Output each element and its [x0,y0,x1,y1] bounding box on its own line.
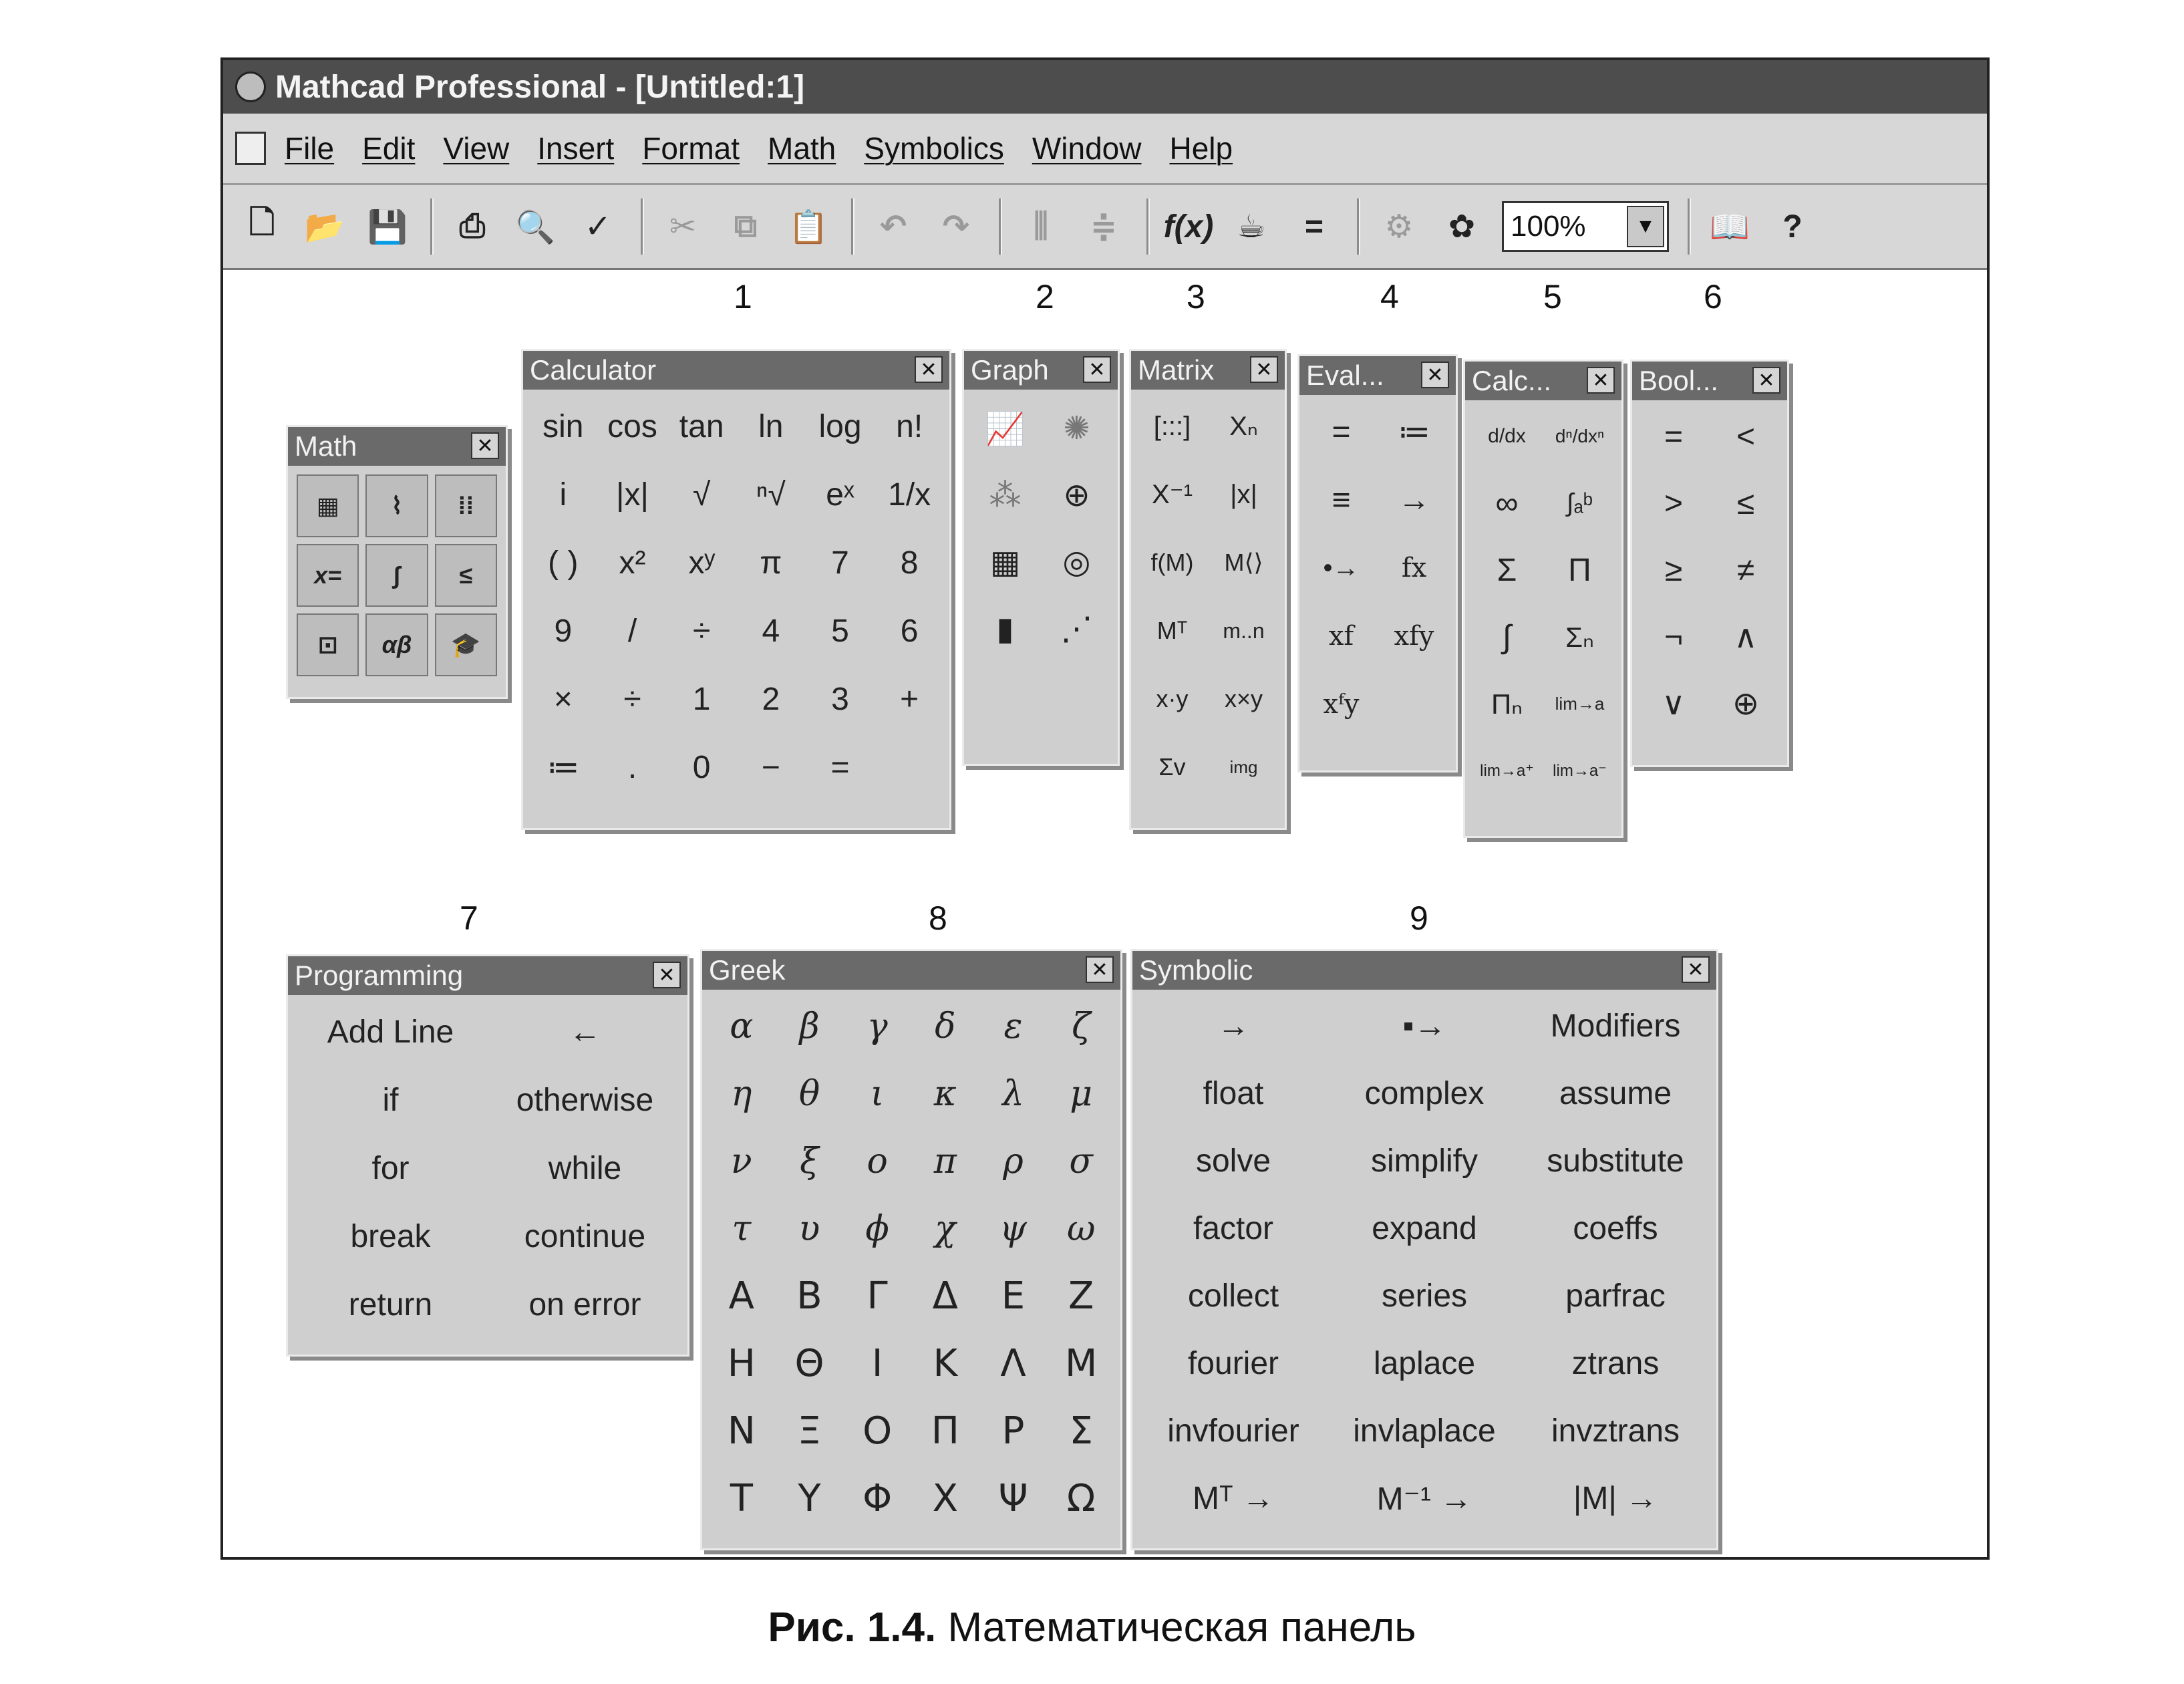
symbolic-key[interactable]: → [1217,1008,1249,1044]
transpose-button[interactable]: Mᵀ → [1192,1481,1275,1516]
matrix-key[interactable]: f(M) [1150,549,1194,576]
document-icon[interactable] [235,132,266,165]
panel-number-4: 4 [1380,278,1399,315]
calc-key[interactable]: ln [758,408,784,444]
programming-key[interactable]: return [348,1286,433,1322]
toolbar-separator [1146,198,1150,255]
greek-letter[interactable]: Κ [933,1342,958,1385]
calculus-key[interactable]: Πₙ [1491,688,1523,720]
greek-letter[interactable]: Π [931,1409,959,1453]
close-icon[interactable]: ✕ [1250,356,1278,383]
calc-key[interactable]: sin [542,408,584,444]
calculus-key[interactable]: dⁿ/dxⁿ [1555,426,1605,446]
calculus-key[interactable]: Σₙ [1565,621,1594,653]
calc-key[interactable]: 6 [900,613,919,649]
matrix-key[interactable]: |x| [1230,479,1257,509]
programming-key[interactable]: for [371,1150,410,1186]
float-button[interactable]: float [1203,1076,1264,1111]
greek-letter[interactable]: Ζ [1068,1274,1094,1318]
greek-letter[interactable]: Δ [932,1274,958,1318]
3d-bar-plot-icon[interactable]: ▦ [989,545,1021,580]
factor-button[interactable]: factor [1193,1211,1274,1246]
boolean-key[interactable]: ≥ [1664,552,1683,588]
programming-key[interactable]: on error [528,1286,641,1322]
insert-component-icon[interactable]: ⚙ [1384,209,1414,245]
greek-letter[interactable]: Ρ [1001,1409,1025,1453]
greek-letter[interactable]: Τ [730,1477,753,1520]
greek-letter[interactable]: Ο [863,1409,893,1453]
calculus-key[interactable]: lim→a [1555,693,1605,714]
app-icon[interactable] [235,72,266,102]
boolean-titlebar [1632,362,1787,400]
zoom-value: 100% [1511,210,1586,243]
matrix-key[interactable]: Xₙ [1229,412,1258,441]
cut-icon[interactable]: ✂ [669,209,697,245]
greek-letter[interactable]: ο [867,1141,888,1181]
calc-key[interactable]: ( ) [548,545,579,581]
calculus-key[interactable]: Σ [1497,552,1517,588]
calc-key[interactable]: 1 [692,681,711,717]
calc-key[interactable]: − [761,749,780,785]
surface-plot-icon[interactable]: ⁂ [989,478,1022,513]
zoom-select[interactable] [1502,201,1669,252]
standard-toolbar [223,185,1987,270]
greek-letter[interactable]: ζ [1072,1006,1091,1046]
coeffs-button[interactable]: coeffs [1573,1211,1658,1246]
xy-plot-icon[interactable]: 📈 [985,411,1026,447]
invfourier-button[interactable]: invfourier [1167,1413,1299,1449]
greek-letter[interactable]: Μ [1064,1342,1098,1385]
complex-button[interactable]: complex [1364,1076,1485,1111]
greek-letter[interactable]: β [799,1006,820,1046]
calc-key[interactable]: log [818,408,862,444]
greek-letter[interactable]: Φ [863,1477,893,1520]
close-icon[interactable]: ✕ [1682,956,1710,983]
matrix-key[interactable]: Mᵀ [1156,617,1188,644]
spell-check-icon[interactable]: ✓ [584,209,612,245]
calc-key[interactable]: x² [619,545,646,581]
programming-toolbar [286,954,689,1357]
boolean-key[interactable]: = [1664,418,1684,454]
math-toolbar-title: Math [295,430,357,462]
series-button[interactable]: series [1381,1278,1468,1314]
align-down-icon[interactable]: ≑ [1090,209,1118,245]
programming-key[interactable]: while [548,1150,622,1186]
greek-letter[interactable]: α [730,1006,754,1046]
evaluation-title: Eval... [1306,360,1384,391]
calculus-toolbar [1463,360,1623,838]
inverse-button[interactable]: M⁻¹ → [1376,1481,1472,1517]
menu-bar [223,114,1987,185]
graph-titlebar [964,351,1118,390]
calc-key[interactable]: 9 [554,613,573,649]
panel-number-5: 5 [1543,278,1562,315]
calc-key[interactable]: ÷ [623,681,641,717]
insert-unit-icon[interactable]: ☕ [1237,209,1266,245]
menu-view[interactable]: View [443,131,510,166]
evaluation-icon[interactable]: x= [297,544,359,607]
bar-plot-icon[interactable]: ▮ [996,611,1014,647]
matrix-key[interactable]: m..n [1223,618,1265,643]
calc-key[interactable]: 4 [762,613,780,649]
greek-letter[interactable]: ε [1003,1006,1023,1046]
boolean-key[interactable]: < [1736,418,1756,454]
calc-key[interactable]: xʸ [688,545,715,581]
symbolic-toolbar [1130,949,1718,1550]
expand-button[interactable]: expand [1372,1211,1477,1246]
title-bar [223,60,1987,114]
greek-letter[interactable]: τ [732,1208,752,1249]
menu-window[interactable]: Window [1032,131,1142,166]
save-icon[interactable]: 💾 [367,209,408,245]
calc-key[interactable]: / [627,613,637,649]
greek-letter[interactable]: θ [798,1073,820,1114]
menu-symbolics[interactable]: Symbolics [864,131,1004,166]
greek-letter[interactable]: π [933,1141,957,1181]
close-icon[interactable]: ✕ [1752,367,1780,394]
greek-letter[interactable]: ι [870,1073,885,1114]
toolbar-separator [1357,198,1360,255]
toolbar-separator [851,198,854,255]
math-toolbar [286,425,508,699]
boolean-key[interactable]: ¬ [1664,619,1684,655]
book-icon[interactable]: 📖 [1710,209,1750,245]
calculator-title: Calculator [530,354,657,386]
help-icon[interactable]: ? [1782,208,1803,245]
greek-letter[interactable]: ψ [999,1208,1027,1249]
greek-letter[interactable]: μ [1070,1073,1093,1114]
calculate-icon[interactable]: = [1304,208,1324,245]
toolbar-separator [999,198,1002,255]
panel-number-3: 3 [1187,278,1205,315]
calc-key[interactable]: √ [692,476,711,513]
modifiers-button[interactable]: Modifiers [1550,1008,1681,1044]
greek-letter[interactable]: υ [798,1208,820,1249]
greek-title: Greek [709,954,786,986]
insert-function-icon[interactable]: f(x) [1163,208,1214,245]
calculator-titlebar [523,351,949,390]
calculator-icon[interactable]: ▦ [297,474,359,537]
toolbar-separator [641,198,644,255]
matrix-key[interactable]: x×y [1224,685,1263,712]
greek-letter[interactable]: Γ [867,1274,888,1318]
chevron-down-icon[interactable]: ▼ [1627,206,1664,247]
boolean-title: Bool... [1639,365,1719,396]
calc-key[interactable]: 8 [900,545,919,581]
menu-insert[interactable]: Insert [537,131,615,166]
ztrans-button[interactable]: ztrans [1571,1346,1660,1381]
programming-key[interactable]: ← [569,1014,601,1050]
menu-file[interactable]: File [285,131,335,166]
greek-letter[interactable]: Ι [871,1342,883,1385]
close-icon[interactable]: ✕ [1587,367,1615,394]
close-icon[interactable]: ✕ [471,432,499,459]
calculator-toolbar [521,349,951,830]
eval-key[interactable]: •→ [1323,553,1360,583]
calc-key[interactable]: tan [679,408,724,444]
programming-icon[interactable]: ⊡ [297,613,359,676]
greek-titlebar [702,951,1120,990]
invlaplace-button[interactable]: invlaplace [1353,1413,1496,1449]
calculus-key[interactable]: ∞ [1495,485,1519,521]
matrix-key[interactable]: M⟨⟩ [1224,549,1263,576]
greek-letter[interactable]: γ [867,1006,888,1046]
open-icon[interactable]: 📂 [305,209,345,245]
boolean-key[interactable]: ≠ [1736,552,1755,588]
new-icon[interactable]: 🗋 [249,204,275,241]
panel-number-8: 8 [929,899,947,937]
programming-key[interactable]: Add Line [327,1014,454,1050]
symbolic-icon[interactable]: 🎓 [435,613,497,676]
greek-letter[interactable]: Ν [727,1409,756,1453]
figure-caption [0,1604,2184,1651]
greek-letter[interactable]: Χ [932,1477,958,1520]
programming-key[interactable]: break [350,1218,431,1254]
greek-icon[interactable]: αβ [365,613,428,676]
greek-letter[interactable]: Α [728,1274,754,1318]
boolean-key[interactable]: > [1664,485,1684,521]
calculus-key[interactable]: lim→a⁻ [1553,761,1607,780]
calc-key[interactable]: 7 [831,545,849,581]
close-icon[interactable]: ✕ [1083,356,1111,383]
vector-field-icon[interactable]: ⋰ [1060,611,1093,647]
panel-number-7: 7 [460,899,478,937]
close-icon[interactable]: ✕ [915,356,943,383]
eval-key[interactable]: fx [1401,553,1427,583]
calc-key[interactable]: + [900,681,919,717]
matrix-icon[interactable]: ⁞⁞ [435,474,497,537]
paste-icon[interactable]: 📋 [788,209,828,245]
calc-key[interactable]: n! [896,408,923,444]
greek-letter[interactable]: ξ [800,1141,819,1181]
calc-key[interactable]: 1/x [888,476,931,513]
greek-letter[interactable]: Ξ [797,1409,822,1453]
matrix-titlebar [1131,351,1285,390]
fourier-button[interactable]: fourier [1187,1346,1279,1381]
boolean-key[interactable]: ≤ [1736,485,1755,521]
print-icon[interactable]: ⎙ [459,208,486,244]
menu-math[interactable]: Math [768,131,836,166]
matrix-key[interactable]: Σv [1158,753,1186,781]
eval-key[interactable]: xᶠy [1323,689,1360,720]
eval-key[interactable]: → [1398,482,1430,518]
calculus-key[interactable]: ∫ [1502,619,1512,655]
greek-letter[interactable]: Ω [1066,1477,1096,1520]
eval-key[interactable]: = [1332,414,1351,450]
caption-label: Рис. 1.4. [768,1604,937,1651]
matrix-key[interactable]: [:::] [1153,411,1191,441]
graph-title: Graph [971,354,1049,386]
panel-number-6: 6 [1704,278,1722,315]
greek-letter[interactable]: Ε [1001,1274,1026,1318]
toolbar-separator [1688,198,1691,255]
boolean-icon[interactable]: ≤ [435,544,497,607]
copy-icon[interactable]: ⧉ [734,208,758,244]
boolean-key[interactable]: ∨ [1662,686,1686,722]
calculus-icon[interactable]: ∫ [365,544,428,607]
menu-help[interactable]: Help [1169,131,1233,166]
invztrans-button[interactable]: invztrans [1551,1413,1680,1449]
greek-letter[interactable]: λ [1002,1073,1024,1114]
undo-icon[interactable]: ↶ [879,209,907,245]
greek-letter[interactable]: Ψ [998,1477,1028,1520]
calculus-title: Calc... [1472,365,1552,396]
toolbar-separator [430,198,434,255]
panel-number-9: 9 [1410,899,1428,937]
calculus-key[interactable]: d/dx [1488,425,1526,447]
assume-button[interactable]: assume [1559,1076,1672,1111]
programming-title: Programming [295,960,464,991]
calc-key[interactable]: eˣ [826,476,854,513]
calculus-titlebar [1465,362,1621,400]
calculus-key[interactable]: lim→a⁺ [1480,761,1534,780]
graph-icon[interactable]: ⌇ [365,474,428,537]
matrix-title: Matrix [1138,354,1215,386]
calc-key[interactable]: π [760,545,782,581]
greek-letter[interactable]: Θ [794,1342,824,1385]
matrix-toolbar [1129,349,1287,830]
redo-icon[interactable]: ↷ [942,209,970,245]
panel-number-2: 2 [1036,278,1054,315]
collect-button[interactable]: collect [1187,1278,1279,1314]
calc-key[interactable]: cos [607,408,657,444]
greek-letter[interactable]: κ [933,1073,957,1114]
math-toolbar-titlebar [288,427,506,466]
parfrac-button[interactable]: parfrac [1565,1278,1666,1314]
eval-key[interactable]: xf [1328,621,1354,652]
contour-plot-icon[interactable]: ⊕ [1063,478,1090,513]
print-preview-icon[interactable]: 🔍 [515,209,555,245]
evaluation-toolbar [1297,354,1458,773]
solve-button[interactable]: solve [1195,1143,1271,1179]
calc-key[interactable]: × [553,681,573,717]
matrix-key[interactable]: X⁻¹ [1151,480,1193,509]
boolean-key[interactable]: ⊕ [1732,686,1760,722]
calc-key[interactable]: = [830,749,850,785]
window-title: Mathcad Professional - [Untitled:1] [275,69,805,105]
programming-titlebar [288,956,687,995]
eval-key[interactable]: ≡ [1332,482,1351,518]
programming-key[interactable]: continue [524,1218,646,1254]
caption-text: Математическая панель [947,1604,1416,1651]
boolean-toolbar [1630,360,1789,767]
greek-letter[interactable]: σ [1069,1141,1093,1181]
polar-plot-icon[interactable]: ✺ [1063,411,1090,446]
greek-letter[interactable]: ϕ [865,1208,889,1249]
calc-key[interactable]: 2 [762,681,780,717]
calculus-key[interactable]: ∫ₐᵇ [1567,488,1593,517]
calc-key[interactable]: 5 [831,613,849,649]
panel-number-1: 1 [734,278,752,315]
evaluation-titlebar [1299,356,1456,395]
substitute-button[interactable]: substitute [1547,1143,1684,1179]
symbolic-key[interactable]: ▪→ [1402,1008,1446,1044]
greek-letter[interactable]: ν [731,1141,752,1181]
calc-key[interactable]: ⁿ√ [756,476,786,513]
menu-edit[interactable]: Edit [362,131,416,166]
greek-letter[interactable]: ρ [1003,1141,1024,1181]
symbolic-title: Symbolic [1139,954,1253,986]
greek-letter[interactable]: δ [935,1006,956,1046]
programming-key[interactable]: if [382,1082,399,1118]
greek-letter[interactable]: Β [796,1274,822,1318]
greek-letter[interactable]: η [731,1073,752,1114]
greek-toolbar [700,949,1122,1550]
resources-icon[interactable]: ✿ [1448,209,1476,245]
calc-key[interactable]: ÷ [692,613,711,649]
simplify-button[interactable]: simplify [1370,1143,1478,1179]
boolean-key[interactable]: ∧ [1734,619,1758,655]
close-icon[interactable]: ✕ [1421,362,1449,388]
eval-key[interactable]: ≔ [1398,414,1430,450]
menu-format[interactable]: Format [642,131,740,166]
greek-letter[interactable]: Υ [798,1477,821,1520]
greek-letter[interactable]: Η [727,1342,756,1385]
calc-key[interactable]: 0 [692,749,711,785]
align-across-icon[interactable]: ⫼ [1033,208,1049,244]
close-icon[interactable]: ✕ [1086,956,1114,983]
matrix-key[interactable]: x·y [1156,685,1189,712]
programming-key[interactable]: otherwise [516,1082,654,1118]
close-icon[interactable]: ✕ [653,962,681,988]
greek-letter[interactable]: χ [935,1208,956,1249]
greek-letter[interactable]: ω [1066,1208,1096,1249]
symbolic-titlebar [1132,951,1716,990]
greek-letter[interactable]: Λ [1000,1342,1026,1385]
graph-toolbar [962,349,1120,766]
calc-key[interactable]: i [559,476,567,513]
calc-key[interactable]: . [627,749,637,785]
scatter-plot-icon[interactable]: ◎ [1062,545,1091,580]
laplace-button[interactable]: laplace [1373,1346,1476,1381]
calc-key[interactable]: |x| [616,476,649,513]
greek-letter[interactable]: Σ [1069,1409,1093,1453]
calculus-key[interactable]: Π [1568,552,1591,588]
calc-key[interactable]: 3 [831,681,849,717]
determinant-button[interactable]: |M| → [1573,1481,1658,1516]
eval-key[interactable]: xfy [1394,621,1434,652]
calc-key[interactable]: ≔ [547,750,579,785]
picture-icon[interactable]: img [1229,756,1258,777]
